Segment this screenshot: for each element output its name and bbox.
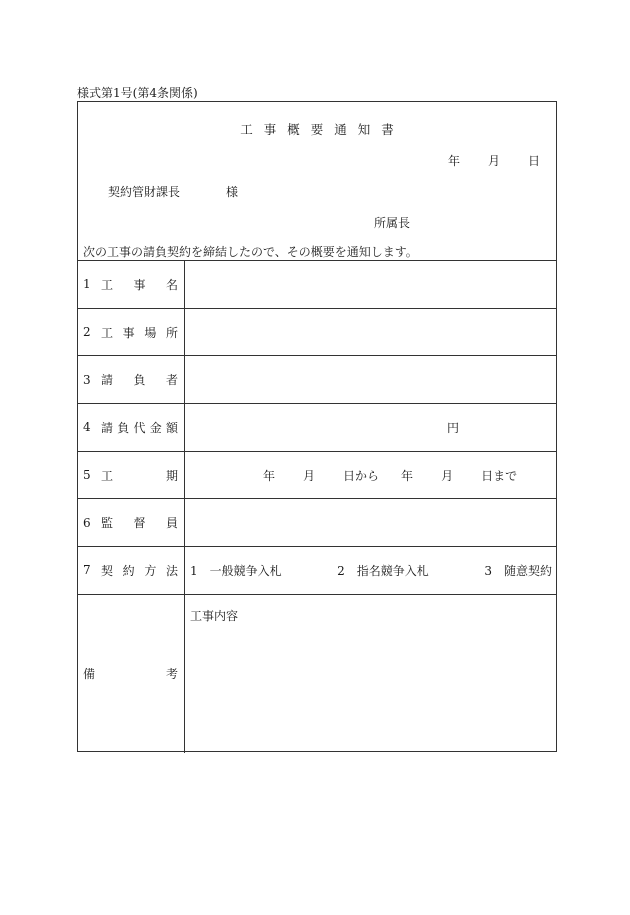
construction-name-field[interactable] <box>185 261 556 308</box>
form-table <box>78 260 556 753</box>
table-row-remarks <box>78 594 556 753</box>
notification-form <box>77 101 557 752</box>
row-label: 7 契 約 方 法 <box>78 547 185 594</box>
option-general-competitive-bidding[interactable]: 1 一般競争入札 <box>190 564 282 579</box>
contract-method-field <box>185 547 556 594</box>
row-label: 5 工 期 <box>78 452 185 499</box>
row-label: 備 考 <box>78 595 185 753</box>
table-row-contract-method <box>78 546 556 594</box>
document-title: 工事概要通知書 <box>240 122 405 137</box>
remarks-field[interactable] <box>185 595 556 753</box>
remarks-heading: 工事内容 <box>190 608 239 623</box>
yen-unit: 円 <box>447 421 460 436</box>
date-line <box>448 152 540 169</box>
option-designated-competitive-bidding[interactable]: 2 指名競争入札 <box>337 564 429 579</box>
form-header <box>78 102 556 260</box>
contractor-field[interactable] <box>185 356 556 403</box>
addressee-honorific: 様 <box>226 185 239 199</box>
table-row-contract-amount <box>78 403 556 451</box>
table-row-contractor <box>78 355 556 403</box>
sender: 所属長 <box>374 216 411 230</box>
row-label: 1 工 事 名 <box>78 261 185 308</box>
date-day: 日 <box>527 154 540 168</box>
row-label: 2 工 事 場 所 <box>78 309 185 356</box>
contract-amount-field[interactable] <box>185 404 556 451</box>
table-row-supervisor <box>78 498 556 546</box>
construction-site-field[interactable] <box>185 309 556 356</box>
addressee <box>108 183 238 200</box>
addressee-name: 契約管財課長 <box>108 185 181 199</box>
table-row-construction-period <box>78 451 556 499</box>
table-row-construction-site <box>78 308 556 356</box>
form-number: 様式第1号(第4条関係) <box>77 86 198 100</box>
period-text: 年 月 日から 年 月 日まで <box>263 468 518 483</box>
intro-text: 次の工事の請負契約を締結したので、その概要を通知します。 <box>83 245 418 259</box>
row-label: 6 監 督 員 <box>78 499 185 546</box>
row-label: 3 請 負 者 <box>78 356 185 403</box>
supervisor-field[interactable] <box>185 499 556 546</box>
row-label: 4 請 負 代 金 額 <box>78 404 185 451</box>
table-row-construction-name <box>78 260 556 308</box>
option-negotiated-contract[interactable]: 3 随意契約 <box>484 564 552 579</box>
construction-period-field[interactable] <box>185 452 556 499</box>
date-month: 月 <box>487 154 500 168</box>
date-year: 年 <box>447 154 460 168</box>
